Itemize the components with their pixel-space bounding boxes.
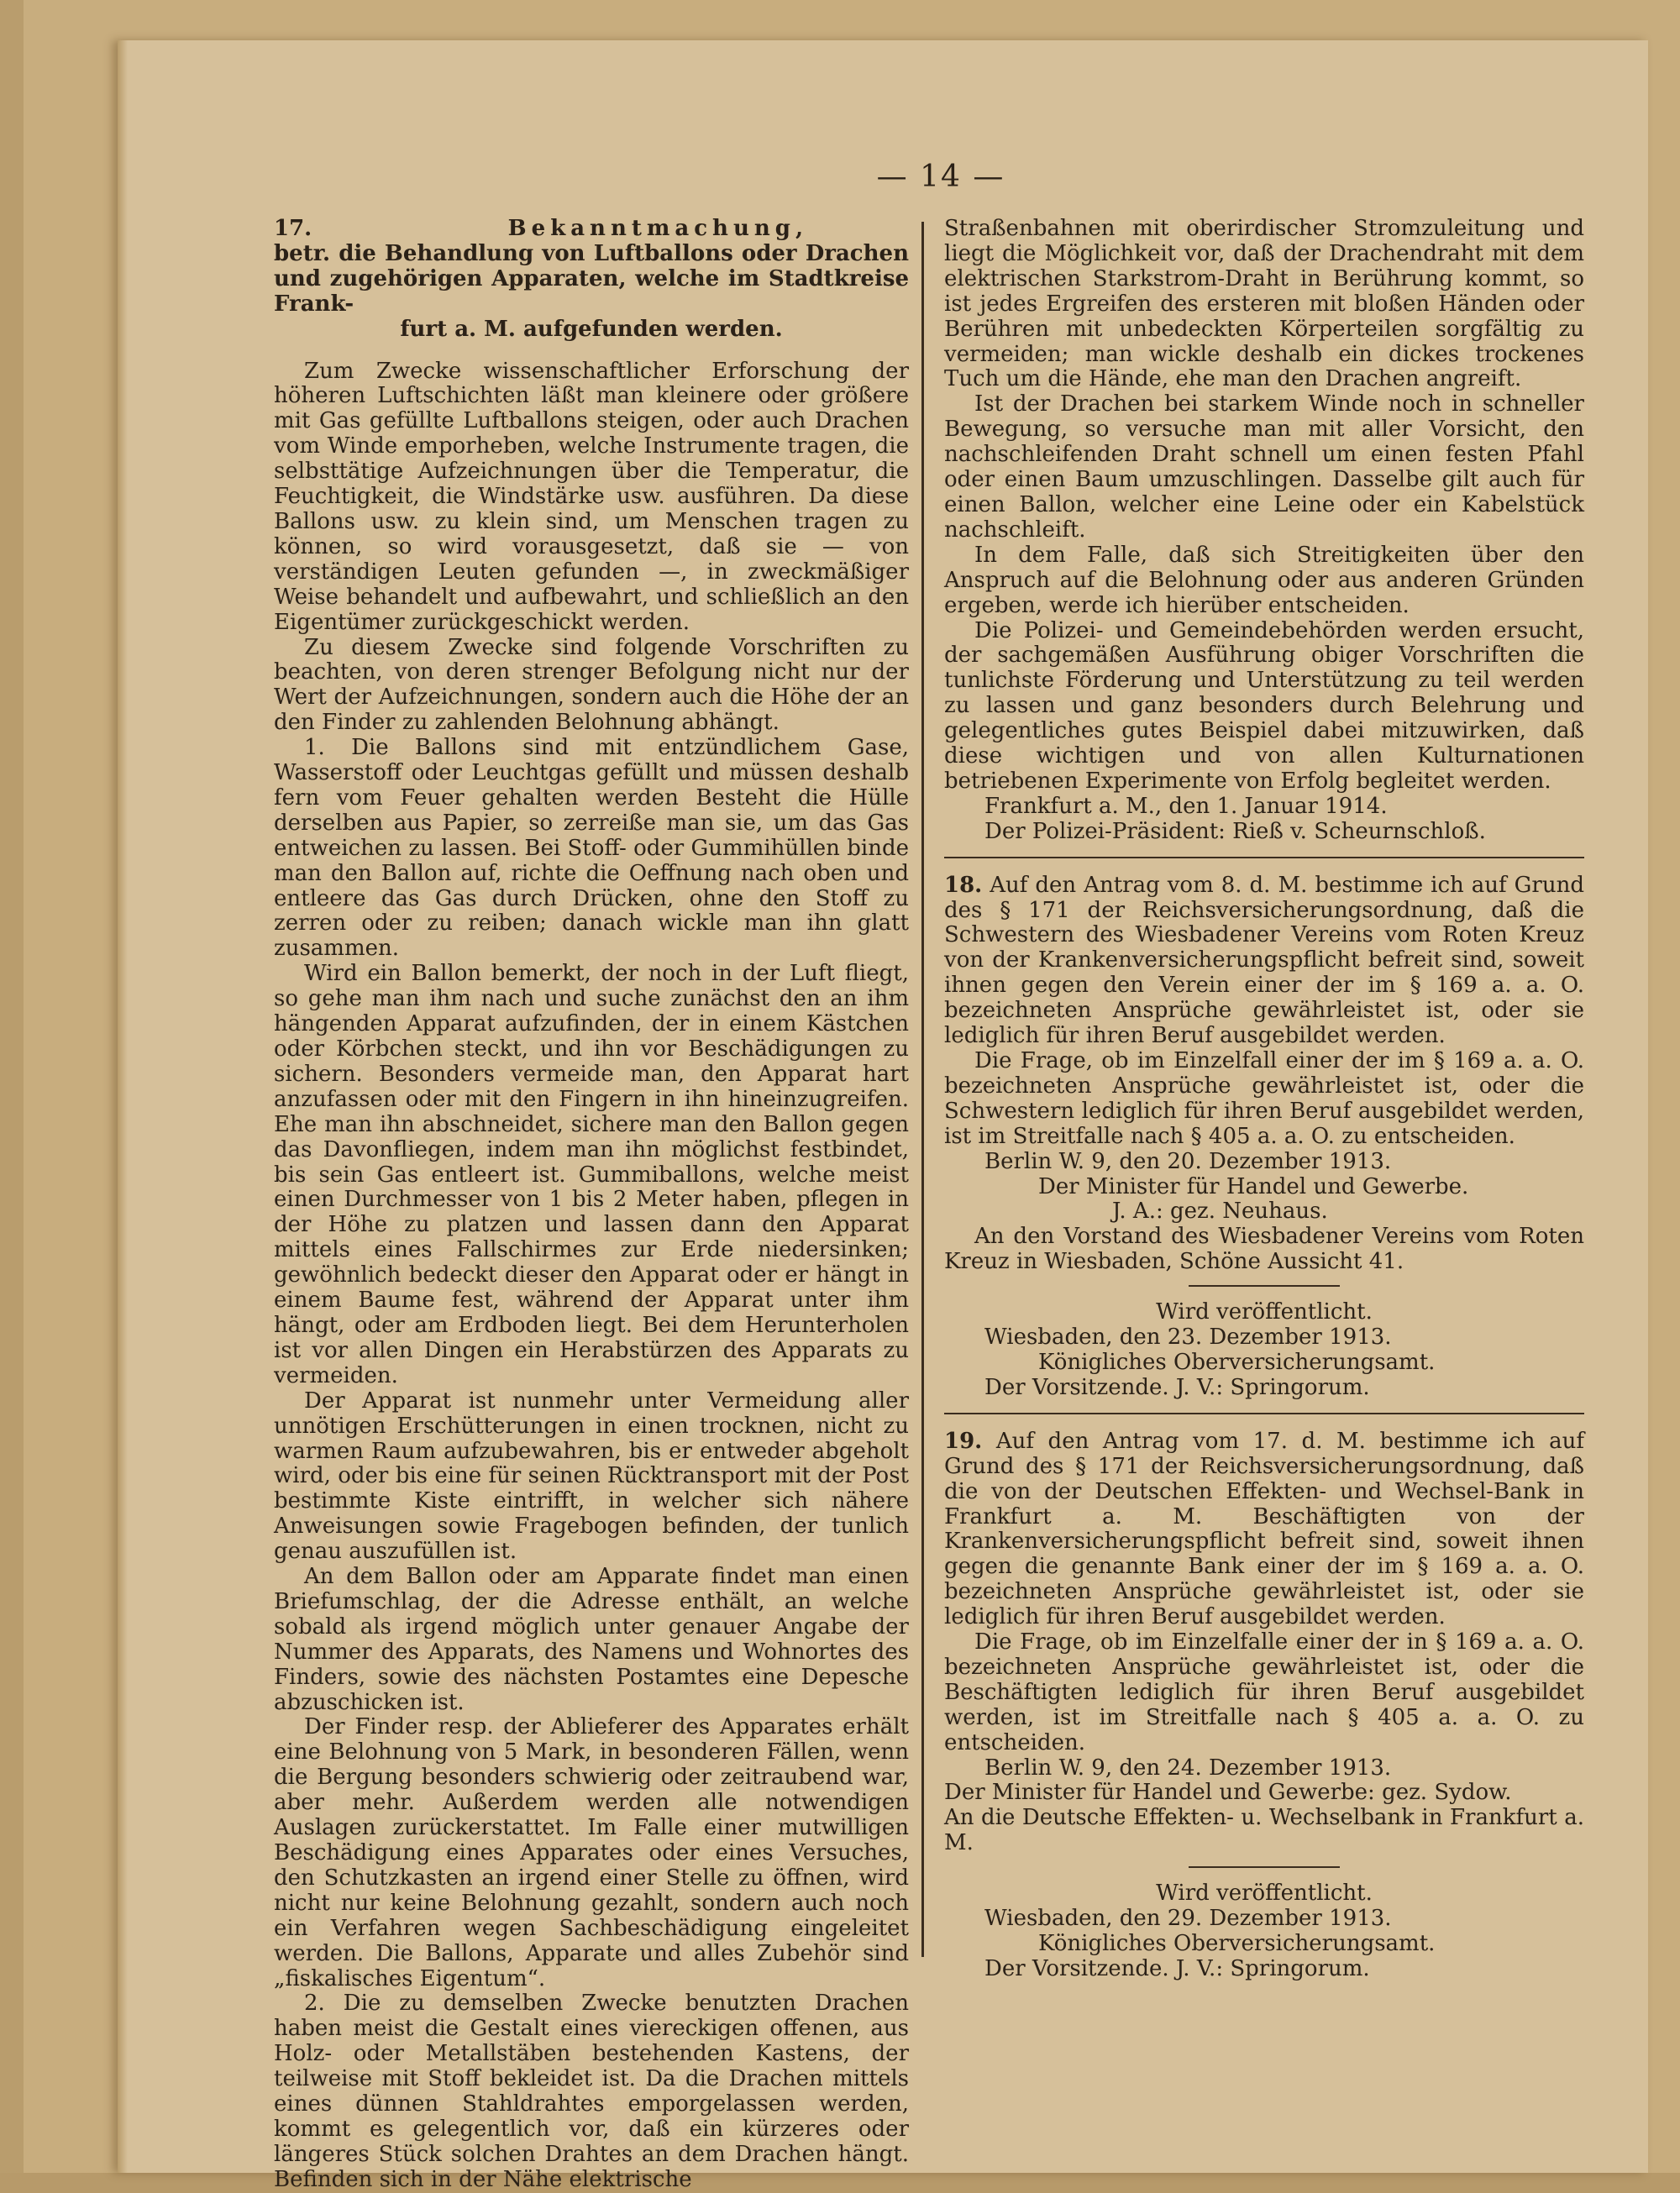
signature-place-date: Berlin W. 9, den 20. Dezember 1913. bbox=[984, 1148, 1392, 1174]
short-rule bbox=[1189, 1285, 1340, 1287]
paragraph: Der Finder resp. der Ablieferer des Apparates erhält eine Belohnung von 5 Mark, in besonderen Fällen, wenn die Bergung besonders schwierig oder zeitraubend war, aber mehr. Außerdem werden alle notwendigen Auslagen zurückerstattet. Im Falle einer mutwilligen Beschädigung eines Apparates oder eines Versuches, den Schutzkasten an irgend einer Stelle zu öffnen, wird nicht nur keine Belohnung gezahlt, sondern auch noch ein Verfahren wegen Sachbeschädigung eingeleitet werden. Die Ballons, Apparate und alles Zubehör sind „fiskalisches Eigentum“. bbox=[274, 1714, 909, 1991]
publication-signature: Der Vorsitzende. J. V.: Springorum. bbox=[984, 1374, 1370, 1400]
page-number: — 14 — bbox=[876, 160, 1005, 194]
section-rule bbox=[944, 857, 1584, 858]
section-18 bbox=[944, 874, 1584, 1049]
publication-office: Königliches Oberversicherungsamt. bbox=[1038, 1349, 1436, 1375]
paragraph: Die Frage, ob im Einzelfall einer der im § 169 a. a. O. bezeichneten Ansprüche gewährleistet ist, oder die Schwestern lediglich für ihren Beruf ausgebildet werden, ist im Streitfalle nach § 405 a. a. O. zu entscheiden. bbox=[944, 1048, 1584, 1149]
right-column bbox=[944, 217, 1584, 1982]
addressee: An den Vorstand des Wiesbadener Vereins vom Roten Kreuz in Wiesbaden, Schöne Aussicht 41. bbox=[944, 1224, 1584, 1275]
publication-date: Wiesbaden, den 23. Dezember 1913. bbox=[984, 1325, 1392, 1351]
paragraph: Ist der Drachen bei starkem Winde noch in schneller Bewegung, so versuche man mit aller Vorsicht, den nachschleifenden Draht schnell um einen festen Pfahl oder einen Baum umzuschlingen. Dasselbe gilt auch für einen Ballon, welcher eine Leine oder ein Kabelstück nachschleift. bbox=[944, 391, 1584, 543]
short-rule bbox=[1189, 1866, 1340, 1868]
signature-name: Der Polizei-Präsident: Rieß v. Scheurnschloß. bbox=[984, 818, 1486, 844]
paragraph: Der Apparat ist nunmehr unter Vermeidung aller unnötigen Erschütterungen in einen trocknen, nicht zu warmen Raum aufzubewahren, bis er entweder abgeholt wird, oder bis eine für seinen Rücktransport mit der Post bestimmte Kiste eintrifft, in welcher sich nähere Anweisungen sowie Fragebogen befinden, der tunlich genau auszufüllen ist. bbox=[274, 1388, 909, 1565]
signature-ministry: Der Minister für Handel und Gewerbe: gez. Sydow. bbox=[944, 1780, 1512, 1806]
signature-ministry: Der Minister für Handel und Gewerbe. bbox=[1038, 1173, 1469, 1199]
paragraph: An dem Ballon oder am Apparate findet man einen Briefumschlag, der die Adresse enthält, an welche sobald als irgend möglich unter genauer Angabe der Nummer des Apparats, des Namens und Wohnortes des Finders, sowie des nächsten Postamtes eine Depesche abzuschicken ist. bbox=[274, 1564, 909, 1715]
paragraph: Zum Zwecke wissenschaftlicher Erforschung der höheren Luftschichten läßt man kleinere oder größere mit Gas gefüllte Luftballons steigen, oder auch Drachen vom Winde emporheben, welche Instrumente tragen, die selbsttätige Aufzeichnungen über die Temperatur, die Feuchtigkeit, die Windstärke usw. ausführen. Da diese Ballons usw. zu klein sind, um Menschen tragen zu können, so wird vorausgesetzt, daß sie — von verständigen Leuten gefunden —, in zweckmäßiger Weise behandelt und aufbewahrt, und schließlich an den Eigentümer zurückgeschickt werden. bbox=[274, 358, 909, 635]
section-number: 19. bbox=[944, 1428, 983, 1454]
section-number: 17. bbox=[274, 216, 312, 241]
paragraph: Wird ein Ballon bemerkt, der noch in der Luft fliegt, so gehe man ihm nach und suche zunächst den an ihm hängenden Apparat aufzufinden, der in einem Kästchen oder Körbchen steckt, und ihn vor Beschädigungen zu sichern. Besonders vermeide man, den Apparat hart anzufassen oder mit den Fingern in ihn hineinzugreifen. Ehe man ihn abschneidet, sichere man den Ballon gegen das Davonfliegen, indem man ihn möglichst festbindet, bis sein Gas entleert ist. Gummiballons, welche meist einen Durchmesser von 1 bis 2 Meter haben, pflegen in der Höhe zu platzen und lassen dann den Apparat mittels eines Fallschirmes zur Erde niedersinken; gewöhnlich bedeckt dieser den Apparat oder er hängt in einem Baume fest, während der Apparat unter ihm hängt, oder am Erdboden liegt. Bei dem Herunterholen ist vor allen Dingen ein Herabstürzen des Apparats zu vermeiden. bbox=[274, 961, 909, 1388]
announcement-title: Bekanntmachung, bbox=[507, 216, 808, 241]
column-divider bbox=[921, 222, 924, 1957]
publication-signature: Der Vorsitzende. J. V.: Springorum. bbox=[984, 1955, 1370, 1981]
paragraph: Straßenbahnen mit oberirdischer Stromzuleitung und liegt die Möglichkeit vor, daß der Drachendraht mit dem elektrischen Starkstrom-Draht in Berührung kommt, so ist jedes Ergreifen des ersteren mit bloßen Händen oder Berühren mit unbedeckten Körperteilen sorgfältig zu vermeiden; man wickle deshalb ein dickes trockenes Tuch um die Hände, ehe man den Drachen angreift. bbox=[944, 216, 1584, 392]
section-19 bbox=[944, 1430, 1584, 1630]
addressee: An die Deutsche Effekten- u. Wechselbank in Frankfurt a. M. bbox=[944, 1805, 1584, 1856]
announcement-heading bbox=[274, 217, 909, 242]
signature-name: J. A.: gez. Neuhaus. bbox=[1112, 1199, 1328, 1225]
signature-place-date: Berlin W. 9, den 24. Dezember 1913. bbox=[984, 1755, 1392, 1781]
section-rule bbox=[944, 1413, 1584, 1414]
signature-place-date: Frankfurt a. M., den 1. Januar 1914. bbox=[984, 793, 1388, 819]
publication-note: Wird veröffentlicht. bbox=[1156, 1299, 1373, 1325]
paragraph: Zu diesem Zwecke sind folgende Vorschriften zu beachten, von deren strenger Befolgung nicht nur der Wert der Aufzeichnungen, sondern auch die Höhe der an den Finder zu zahlenden Belohnung abhängt. bbox=[274, 634, 909, 736]
announcement-subtitle-end: furt a. M. aufgefunden werden. bbox=[400, 316, 783, 342]
section-text: Auf den Antrag vom 17. d. M. bestimme ich auf Grund des § 171 der Reichsversicherungsordnung, daß die von der Deutschen Effekten- und Wechsel-Bank in Frankfurt a. M. Beschäftigten von der Krankenversicherungspflicht befreit sind, soweit ihnen gegen die genannte Bank einer der im § 169 a. a. O. bezeichneten Ansprüche gewährleistet ist, oder sie lediglich für ihren Beruf ausgebildet werden. bbox=[944, 1428, 1585, 1630]
paragraph: 2. Die zu demselben Zwecke benutzten Drachen haben meist die Gestalt eines viereckigen offenen, aus Holz- oder Metallstäben bestehenden Kastens, der teilweise mit Stoff bekleidet ist. Da die Drachen mittels eines dünnen Stahldrahtes emporgelassen werden, kommt es gelegentlich vor, daß ein kürzeres oder längeres Stück solchen Drahtes an dem Drachen hängt. Befinden sich in der Nähe elektrische bbox=[274, 1991, 909, 2192]
announcement-subtitle: betr. die Behandlung von Luftballons oder Drachen und zugehörigen Apparaten, welche im Stadtkreise Frank- bbox=[274, 240, 909, 317]
section-number: 18. bbox=[944, 872, 983, 898]
publication-office: Königliches Oberversicherungsamt. bbox=[1038, 1931, 1436, 1956]
paragraph: 1. Die Ballons sind mit entzündlichem Gase, Wasserstoff oder Leuchtgas gefüllt und müssen deshalb fern vom Feuer gehalten werden Besteht die Hülle derselben aus Papier, so zerreiße man sie, um das Gas entweichen zu lassen. Bei Stoff- oder Gummihüllen binde man den Ballon auf, richte die Oeffnung nach oben und entleere das Gas durch Drücken, ohne den Stoff zu zerren oder zu reiben; danach wickle man ihn glatt zusammen. bbox=[274, 735, 909, 962]
paragraph: Die Frage, ob im Einzelfalle einer der in § 169 a. a. O. bezeichneten Ansprüche gewährleistet ist, oder die Beschäftigten lediglich für ihren Beruf ausgebildet werden, ist im Streitfalle nach § 405 a. a. O. zu entscheiden. bbox=[944, 1629, 1584, 1755]
paragraph: Die Polizei- und Gemeindebehörden werden ersucht, der sachgemäßen Ausführung obiger Vorschriften die tunlichste Förderung und Unterstützung zu teil werden zu lassen und ganz besonders durch Belehrung und gelegentliches gutes Beispiel dabei mitzuwirken, daß diese wichtigen und von allen Kulturnationen betriebenen Experimente von Erfolg begleitet werden. bbox=[944, 617, 1584, 794]
publication-note: Wird veröffentlicht. bbox=[1156, 1881, 1373, 1907]
left-column bbox=[274, 217, 909, 2193]
page-edge bbox=[118, 40, 128, 2173]
section-text: Auf den Antrag vom 8. d. M. bestimme ich auf Grund des § 171 der Reichsversicherungsordnung, daß die Schwestern des Wiesbadener Vereins vom Roten Kreuz von der Krankenversicherungspflicht befreit sind, soweit ihnen gegen den Verein einer der im § 169 a. a. O. bezeichneten Ansprüche gewährleistet ist, oder sie lediglich für ihren Beruf ausgebildet werden. bbox=[944, 872, 1584, 1049]
publication-date: Wiesbaden, den 29. Dezember 1913. bbox=[984, 1906, 1392, 1932]
paragraph: In dem Falle, daß sich Streitigkeiten über den Anspruch auf die Belohnung oder aus anderen Gründen ergeben, werde ich hierüber entscheiden. bbox=[944, 542, 1584, 618]
